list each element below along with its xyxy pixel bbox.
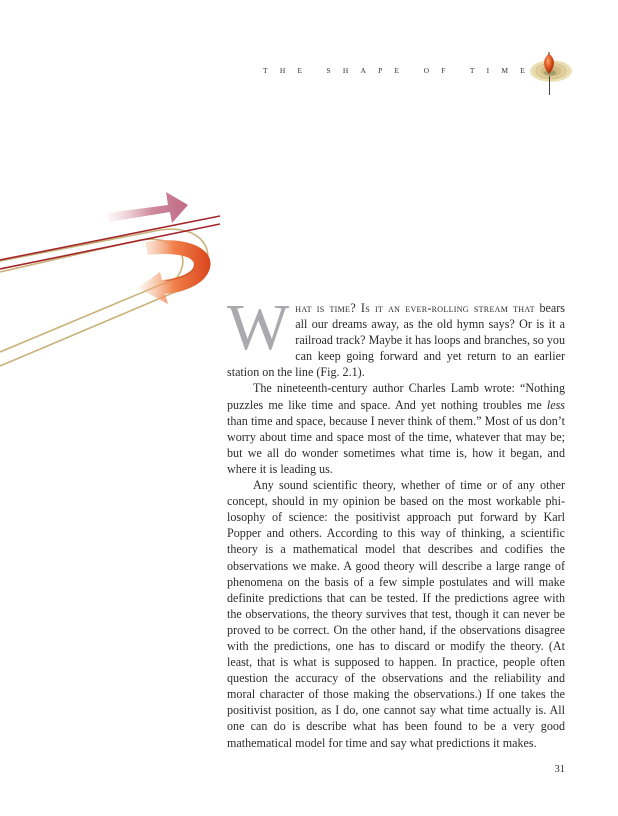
running-head-letter: E [297,66,303,75]
running-head [263,66,525,75]
running-head-letter: I [486,66,490,75]
running-head-letter: A [360,66,366,75]
paragraph-2-text-a: The nineteenth-century author Charles Lamb wrote: “Nothing puzzles me like time and space. And yet nothing troubles me [227,381,565,412]
paragraph-1 [227,291,565,380]
running-head-letter: P [378,66,383,75]
dropcap: W [227,291,290,364]
running-head-letter: F [441,66,446,75]
page-number: 31 [554,764,565,775]
running-head-letter: H [279,66,286,75]
running-head-letter: M [501,66,509,75]
railroad-track-figure [0,180,225,380]
running-head-letter: S [326,66,331,75]
emphasis-less: less [546,397,565,412]
running-head-letter: T [263,66,268,75]
spinning-top-icon [528,46,578,98]
running-head-letter: O [423,66,429,75]
paragraph-3: Any sound scientific theory, whether of time or of any other concept, should in my opinion be based on the most workable philosophy of science: the positivist approach put forward by Karl Popper and others. According to this way of thinking, a scientific theory is a mathematical model that describes and codifies the observations we make. A good theory will describe a large range of phenomena on the basis of a few simple postulates and will make definite predictions that can be tested. If the predictions agree with the observations, the theory survives that test, though it can never be proved to be correct. On the other hand, if the observations disagree with the predictions, one has to discard or modify the theory. (At least, that is what is supposed to happen. In practice, people often question the accuracy of the observations and the reliability and moral character of those making the observations.) If one takes the positivist position, as I do, one cannot say what time actually is. All one can do is describe what has been found to be a very good mathematical model for time and say what predictions it makes. [227,478,565,750]
paragraph-2 [227,380,565,477]
running-head-letter: T [469,66,475,75]
paragraph-2-text-b: than time and space, because I never think of them.” Most of us don’t worry about time and space most of the time, whatever that may be; but we all do wonder sometimes what time is, how it began, and where it is leading us. [227,413,565,476]
body-text [227,291,565,751]
opening-smallcaps: hat is time? Is it an ever-rolling stream that [295,301,535,315]
running-head-letter: E [394,66,400,75]
paragraph-1-text: bears all our dreams away, as the old hymn says? Or is it a railroad track? Maybe it has loops and branches, so you can keep going forward and yet return to an earlier station on the line (Fig. 2.1). [227,301,565,380]
running-head-letter: H [342,66,349,75]
running-head-letter: E [520,66,525,75]
